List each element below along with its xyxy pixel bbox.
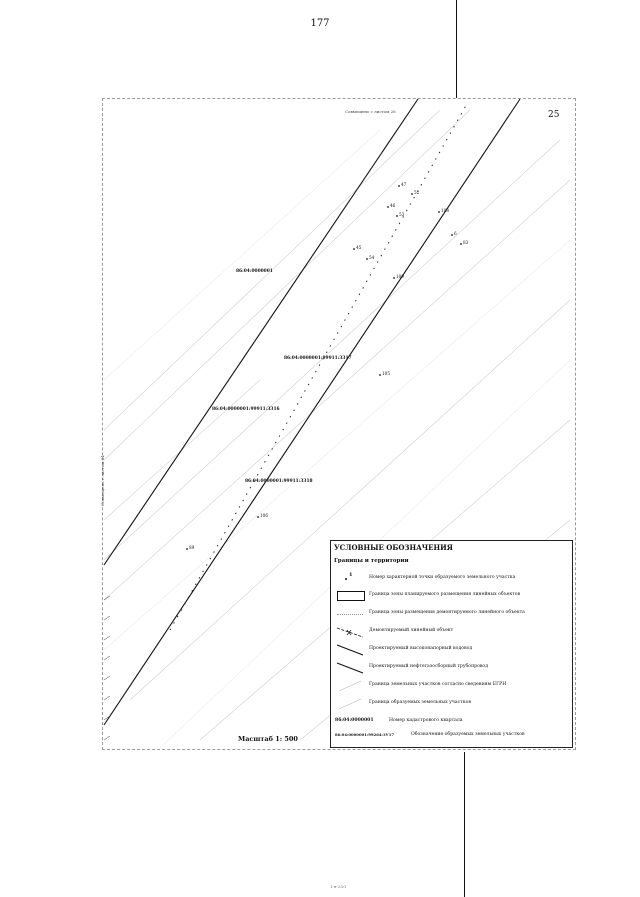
point-label: 83 bbox=[463, 240, 469, 245]
point-label: 45 bbox=[356, 245, 362, 250]
legend-item bbox=[331, 572, 571, 586]
sheet-number: 25 bbox=[548, 110, 560, 120]
legend-item bbox=[331, 715, 571, 729]
legend-item-label: Номер кадастрового квартала bbox=[389, 718, 463, 723]
point-label: 108 bbox=[441, 208, 449, 213]
dotted-boundary-icon bbox=[335, 607, 365, 621]
water-pipe-icon bbox=[335, 643, 365, 657]
cadastral-quarter-sample: 86:04:0000001 bbox=[335, 718, 374, 723]
legend-subtitle: Границы и территории bbox=[334, 558, 409, 564]
legend-item bbox=[331, 679, 571, 693]
legend-item-label: Обозначение образуемых земельных участков bbox=[411, 732, 525, 737]
footer-mark: 1-я-2&1 bbox=[330, 884, 347, 889]
zone-rect-icon bbox=[335, 589, 365, 603]
match-line-left-label: Совмещено с листом 24 bbox=[99, 455, 105, 506]
legend-item bbox=[331, 729, 571, 743]
cadastral-label: 86:04:0000001:99911:3316 bbox=[212, 407, 280, 412]
legend bbox=[330, 540, 573, 748]
match-line-top-label: Совмещено с листом 26 bbox=[345, 109, 396, 114]
page-number: 177 bbox=[310, 18, 330, 29]
point-label: 105 bbox=[382, 371, 390, 376]
legend-item bbox=[331, 643, 571, 657]
legend-point-glyph: 1 bbox=[349, 572, 353, 578]
cadastral-label: 86:04:0000001 bbox=[236, 269, 273, 274]
legend-item-label: Проектируемый нефтегазосборный трубопровод bbox=[369, 664, 489, 669]
point-label: 6 bbox=[454, 231, 457, 236]
egrn-boundary-icon bbox=[335, 679, 365, 693]
legend-item-label: Граница земельных участков согласно сведениям ЕГРН bbox=[369, 682, 507, 687]
legend-item-label: Граница образуемых земельных участков bbox=[369, 700, 471, 705]
point-label: 89 bbox=[189, 545, 195, 550]
map-scale: Масштаб 1: 500 bbox=[238, 735, 298, 743]
new-plot-boundary-icon bbox=[335, 697, 365, 711]
legend-item bbox=[331, 607, 571, 621]
legend-item-label: Граница зоны планируемого размещения линейных объектов bbox=[369, 592, 521, 597]
cadastral-label: 86:04:0000001:99911:3317 bbox=[284, 356, 352, 361]
new-plot-sample: 86:04:0000001:99264:ЗУ17 bbox=[335, 732, 394, 737]
legend-item-label: Граница зоны размещения демонтируемого линейного объекта bbox=[369, 610, 525, 615]
point-icon bbox=[335, 572, 365, 586]
oil-pipeline-icon bbox=[335, 661, 365, 675]
legend-item bbox=[331, 625, 571, 639]
legend-item-label: Демонтируемый линейный объект bbox=[369, 628, 454, 633]
point-label: 53 bbox=[399, 212, 405, 217]
point-label: 109 bbox=[396, 274, 404, 279]
point-label: 46 bbox=[390, 203, 396, 208]
point-label: 47 bbox=[401, 182, 407, 187]
cadastral-label: 86:04:0000001:99911:3318 bbox=[245, 479, 313, 484]
legend-item-label: Проектируемый высоконапорный водовод bbox=[369, 646, 473, 651]
legend-item bbox=[331, 661, 571, 675]
point-label: 54 bbox=[369, 255, 375, 260]
legend-item bbox=[331, 589, 571, 603]
legend-item bbox=[331, 697, 571, 711]
point-label: 52 bbox=[414, 190, 420, 195]
point-label: 106 bbox=[260, 513, 268, 518]
legend-title: УСЛОВНЫЕ ОБОЗНАЧЕНИЯ bbox=[334, 543, 453, 552]
dismantled-line-icon bbox=[335, 625, 365, 639]
legend-item-label: Номер характерной точки образуемого земельного участка bbox=[369, 575, 516, 580]
